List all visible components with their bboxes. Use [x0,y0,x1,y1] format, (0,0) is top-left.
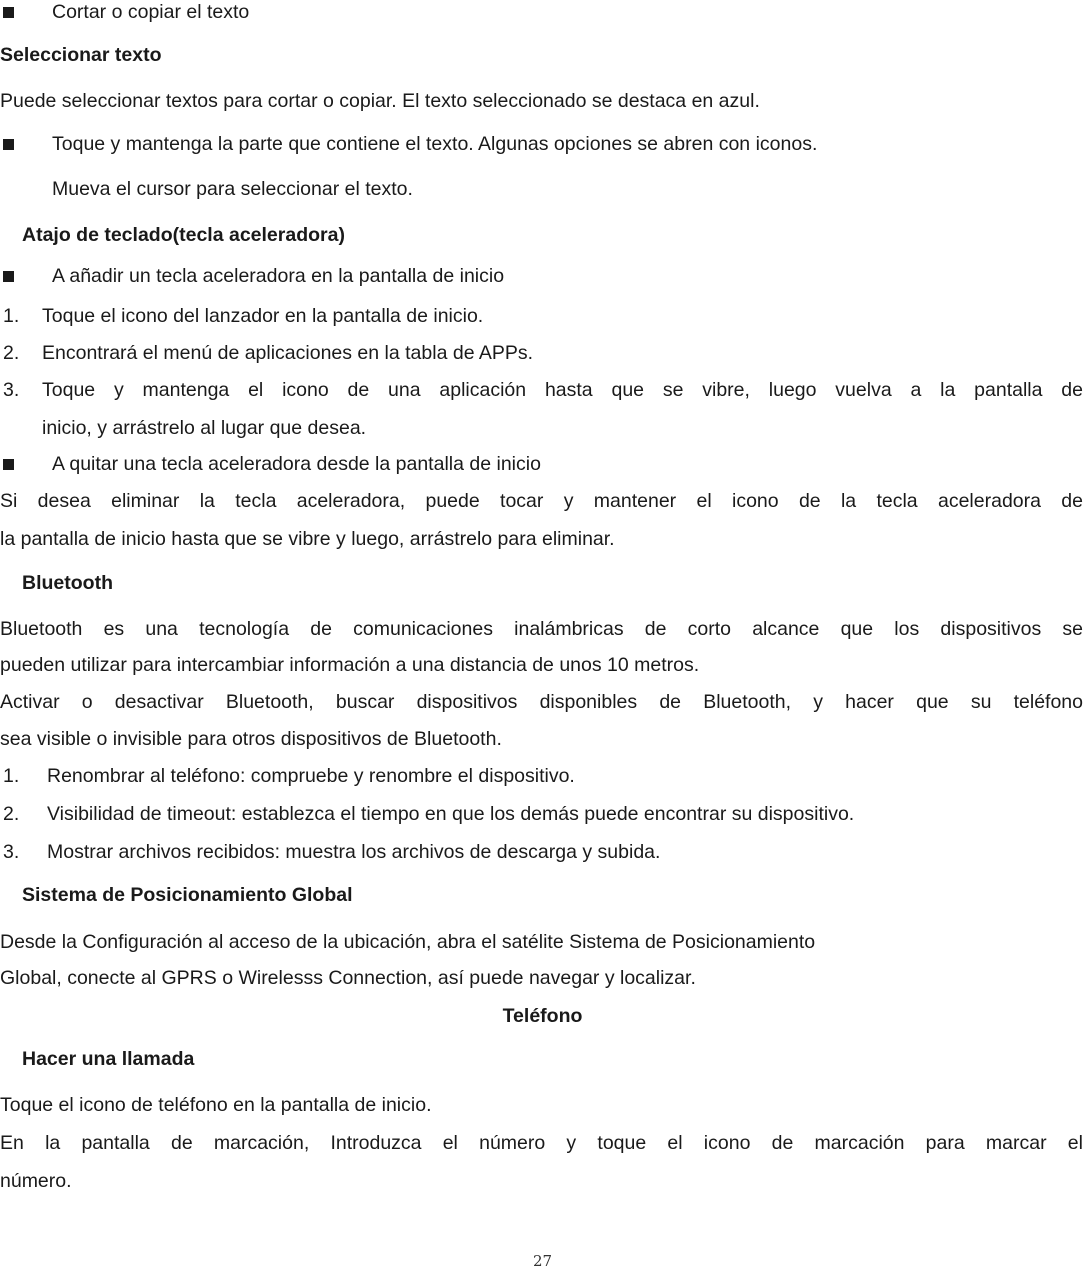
paragraph-continued: Global, conecte al GPRS o Wirelesss Connection, así puede navegar y localizar. [0,967,696,989]
list-number: 1. [3,305,20,327]
list-item-continued: inicio, y arrástrelo al lugar que desea. [42,417,367,439]
paragraph: Si desea eliminar la tecla aceleradora, puede tocar y mantener el icono de la tecla aceleradora de [0,490,1083,512]
bullet-title: Cortar o copiar el texto [52,1,250,23]
paragraph: Desde la Configuración al acceso de la ubicación, abra el satélite Sistema de Posicionamiento [0,931,816,953]
section-heading-make-call: Hacer una llamada [22,1048,195,1070]
list-number: 2. [3,803,20,825]
list-item: Toque y mantenga el icono de una aplicación hasta que se vibre, luego vuelva a la pantalla de [42,379,1083,401]
section-heading-select-text: Seleccionar texto [0,44,162,66]
list-item: Renombrar al teléfono: compruebe y renombre el dispositivo. [47,765,575,787]
bullet-text-continued: Mueva el cursor para seleccionar el texto. [52,178,413,200]
section-heading-gps: Sistema de Posicionamiento Global [22,884,353,906]
bullet-icon [3,459,14,470]
list-item: Visibilidad de timeout: establezca el tiempo en que los demás puede encontrar su dispositivo. [47,803,855,825]
paragraph-continued: sea visible o invisible para otros dispositivos de Bluetooth. [0,728,502,750]
list-item: Mostrar archivos recibidos: muestra los archivos de descarga y subida. [47,841,661,863]
paragraph: Toque el icono de teléfono en la pantalla de inicio. [0,1094,432,1116]
paragraph: En la pantalla de marcación, Introduzca el número y toque el icono de marcación para marcar el [0,1132,1083,1154]
list-number: 3. [3,841,20,863]
paragraph: Puede seleccionar textos para cortar o copiar. El texto seleccionado se destaca en azul. [0,90,760,112]
chapter-title-phone: Teléfono [502,1005,583,1027]
paragraph-continued: pueden utilizar para intercambiar información a una distancia de unos 10 metros. [0,654,700,676]
bullet-text: Toque y mantenga la parte que contiene el texto. Algunas opciones se abren con iconos. [52,133,818,155]
paragraph-continued: número. [0,1170,72,1192]
paragraph: Bluetooth es una tecnología de comunicaciones inalámbricas de corto alcance que los dispositivos se [0,618,1083,640]
paragraph-continued: la pantalla de inicio hasta que se vibre y luego, arrástrelo para eliminar. [0,528,615,550]
bullet-text: A añadir un tecla aceleradora en la pantalla de inicio [52,265,505,287]
section-heading-bluetooth: Bluetooth [22,572,113,594]
section-heading-shortcut: Atajo de teclado(tecla aceleradora) [22,224,345,246]
bullet-icon [3,271,14,282]
bullet-text: A quitar una tecla aceleradora desde la pantalla de inicio [52,453,541,475]
list-number: 3. [3,379,20,401]
list-number: 1. [3,765,20,787]
list-item: Encontrará el menú de aplicaciones en la tabla de APPs. [42,342,534,364]
bullet-icon [3,7,14,18]
page-number: 27 [532,1252,553,1270]
list-number: 2. [3,342,20,364]
paragraph: Activar o desactivar Bluetooth, buscar dispositivos disponibles de Bluetooth, y hacer que su teléfono [0,691,1083,713]
list-item: Toque el icono del lanzador en la pantalla de inicio. [42,305,484,327]
bullet-icon [3,139,14,150]
